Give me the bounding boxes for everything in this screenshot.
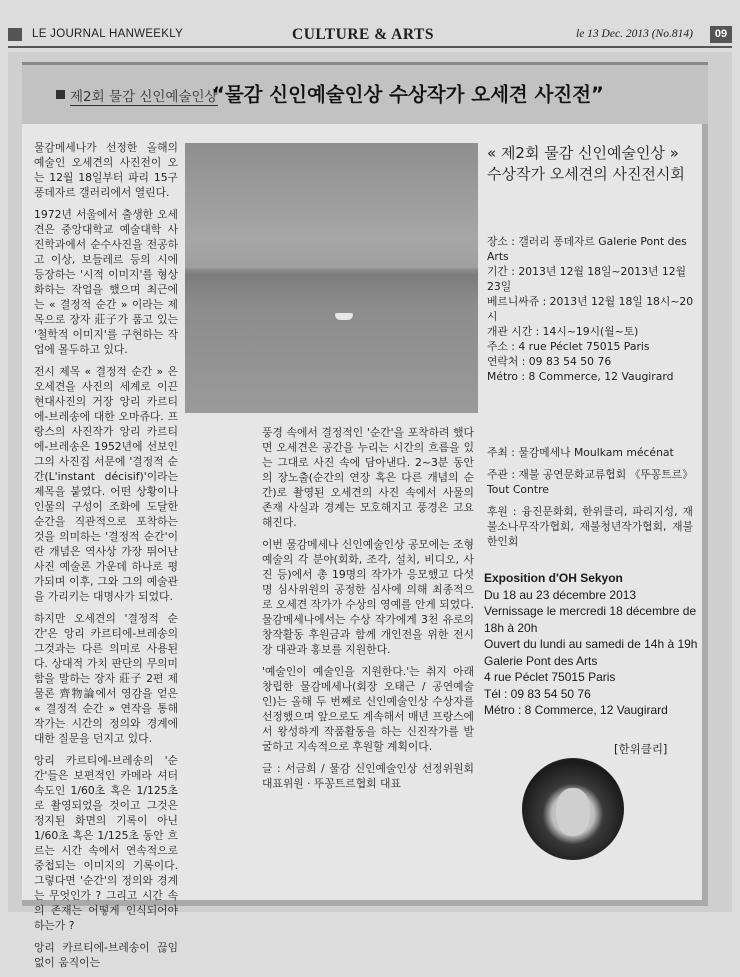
paragraph: 이번 물감메세나 신인예술인상 공모에는 조형예술의 각 분야(회화, 조각, 설치, 비디오, 사진 등)에서 총 19명의 작가가 응모했고 다섯 명 심사위원의 공정한 심사에 의해 최종적으로 오세견 작가가 수상의 영예를 안게 되었다. 물감메세나에서는 수상 작가에게 3천 유로의 창작활동 후원금과 함께 개인전을 위한 전시장 대관과 홍보를 지원한다.: [262, 538, 474, 656]
paragraph: '예술인이 예술인을 지원한다.'는 취지 아래 창립한 물감메세나(회장 오태근 / 공연예술인)는 올해 두 번째로 신인예술인상 수상자를 선정했으며 앞으로도 계속해서 매년 프랑스에서 왕성하게 작품활동을 하는 신진작가를 발굴하고 지속적으로 후원할 계획이다.: [262, 665, 474, 753]
page-header: [8, 26, 732, 48]
page-number: 09: [710, 26, 732, 43]
expo-address: 4 rue Péclet 75015 Paris: [484, 670, 616, 684]
article-column-1: [34, 140, 178, 977]
expo-metro: Métro : 8 Commerce, 12 Vaugirard: [484, 703, 668, 717]
portrait-face: [556, 788, 590, 836]
seascape-photo: [185, 143, 478, 413]
info-vernissage: 베르니싸쥬 : 2013년 12월 18일 18시~20시: [487, 295, 694, 323]
paragraph: 앙리 카르티에-브레송이 끊임없이 움직이는: [34, 941, 178, 969]
organizer: 주최 : 물감메세나 Moulkam mécénat: [487, 446, 674, 459]
info-phone: 연락처 : 09 83 54 50 76: [487, 355, 612, 368]
boat-image: [335, 313, 353, 320]
expo-gallery: Galerie Pont des Arts: [484, 653, 598, 668]
info-period: 기간 : 2013년 12월 18일~2013년 12월 23일: [487, 265, 687, 293]
paragraph: 하지만 오세견의 '결정적 순간'은 앙리 카르티에-브레송의 그것과는 다른 의미로 사용된다. 상대적 가치 판단의 무의미함을 말하는 장자 莊子 2편 제물론 齊物論에서 영감을 얻은 « 결정적 순간 » 연작을 통해 작가는 시간의 정의와 경계에 대한 질문을 던지고 있다.: [34, 612, 178, 745]
artist-portrait: [522, 758, 624, 860]
headline-kicker: 제2회 물감 신인예술인상: [70, 85, 218, 106]
paragraph: 물감메세나가 선정한 올해의 예술인 오세견의 사진전이 오는 12월 18일부터 파리 15구 퐁데자르 갤러리에서 열린다.: [34, 141, 178, 199]
article-column-2: [262, 425, 474, 798]
headline-bullet: [56, 90, 65, 99]
paragraph: 전시 제목 « 결정적 순간 » 은 오세견을 사진의 세계로 이끈 현대사진의 거장 앙리 카르티에-브레송에 대한 오마쥬다. 프랑스의 사진작가 앙리 카르티에-브레송은 1952년에 선보인 그의 사진집 서문에 '결정적 순간(L'instant décisif)'이라는 제목을 붙였다. 어떤 상황이나 인물의 구성이 조화에 도달한 순간을 직관적으로 포착하는 것을 의미하는 '결정적 순간'이란 개념은 역사상 가장 뛰어난 사진 예술론 가운데 하나로 평가되며 이후, 그와 그의 예술관을 가리키는 대명사가 되었다.: [34, 365, 178, 603]
expo-hours: Ouvert du lundi au samedi de 14h à 19h: [484, 637, 698, 651]
author-credit: 글 : 서금희 / 물감 신인예술인상 선정위원회 대표위원 · 뚜꽁트르협회 대표: [262, 762, 474, 790]
issue-date: le 13 Dec. 2013 (No.814): [576, 28, 693, 40]
headline-title: “물감 신인예술인상 수상작가 오세견 사진전”: [212, 83, 604, 106]
expo-phone: Tél : 09 83 54 50 76: [484, 686, 591, 701]
paragraph: 앙리 카르티에-브레송의 '순간'들은 보편적인 카메라 셔터 속도인 1/60초 혹은 1/125초로 촬영되었을 것이고 그것은 정지된 화면의 기록이 아닌 1/60초 혹은 1/125초 동안 흐르는 시간 속에서 연속적으로 중첩되는 이미지의 기록이다. 그렇다면 '순간'의 정의와 경계는 무엇인가 ? 그리고 시간 속의 존재는 어떻게 인식되어야 하는가 ?: [34, 754, 178, 932]
section-title: CULTURE & ARTS: [292, 26, 434, 43]
header-marker: [8, 28, 22, 41]
paragraph: 풍경 속에서 결정적인 '순간'을 포착하려 했다면 오세견은 공간을 누리는 시간의 흐름을 있는 그대로 사진 속에 담아낸다. 2~3분 동안의 장노출(순간의 연장 혹은 다른 개념의 순간)로 촬영된 오세견의 사진 속에서 사물의 존재 사실과 경계는 모호해지고 풍경은 고요해진다.: [262, 426, 474, 529]
exhibition-info: [487, 234, 695, 384]
headline-bar: [22, 62, 708, 124]
info-hours: 개관 시간 : 14시~19시(월~토): [487, 325, 639, 338]
host: 주관 : 재불 공연문화교류협회 《뚜꽁트르》 Tout Contre: [487, 468, 693, 496]
info-address: 주소 : 4 rue Péclet 75015 Paris: [487, 340, 650, 353]
expo-title: Exposition d'OH Sekyon: [484, 571, 623, 585]
info-metro: Métro : 8 Commerce, 12 Vaugirard: [487, 370, 674, 383]
publication-signature: [한위클리]: [614, 742, 668, 756]
exhibition-title: « 제2회 물감 신인예술인상 » 수상작가 오세견의 사진전시회: [487, 144, 685, 183]
journal-name: LE JOURNAL HANWEEKLY: [32, 28, 184, 40]
paragraph: 1972년 서울에서 출생한 오세견은 중앙대학교 예술대학 사진학과에서 순수사진을 전공하고 이상, 보들레르 등의 시에 등장하는 '시적 이미지'를 형상화하는 작업을 했으며 최근에는 « 결정적 순간 » 이라는 제목으로 장자 莊子가 품고 있는 '철학적 이미지'를 구현하는 작업에 몰두하고 있다.: [34, 208, 178, 356]
info-venue: 장소 : 갤러리 퐁데자르 Galerie Pont des Arts: [487, 235, 687, 263]
sponsors-column: [487, 445, 693, 556]
expo-vernissage: Vernissage le mercredi 18 décembre de 18h à 20h: [484, 604, 697, 635]
french-exhibition-box: [484, 570, 698, 719]
sponsors: 후원 : 융진문화회, 한위클리, 파리지성, 재불소나무작가협회, 재불청년작가협회, 재불한인회: [487, 505, 693, 548]
expo-dates: Du 18 au 23 décembre 2013: [484, 587, 637, 602]
